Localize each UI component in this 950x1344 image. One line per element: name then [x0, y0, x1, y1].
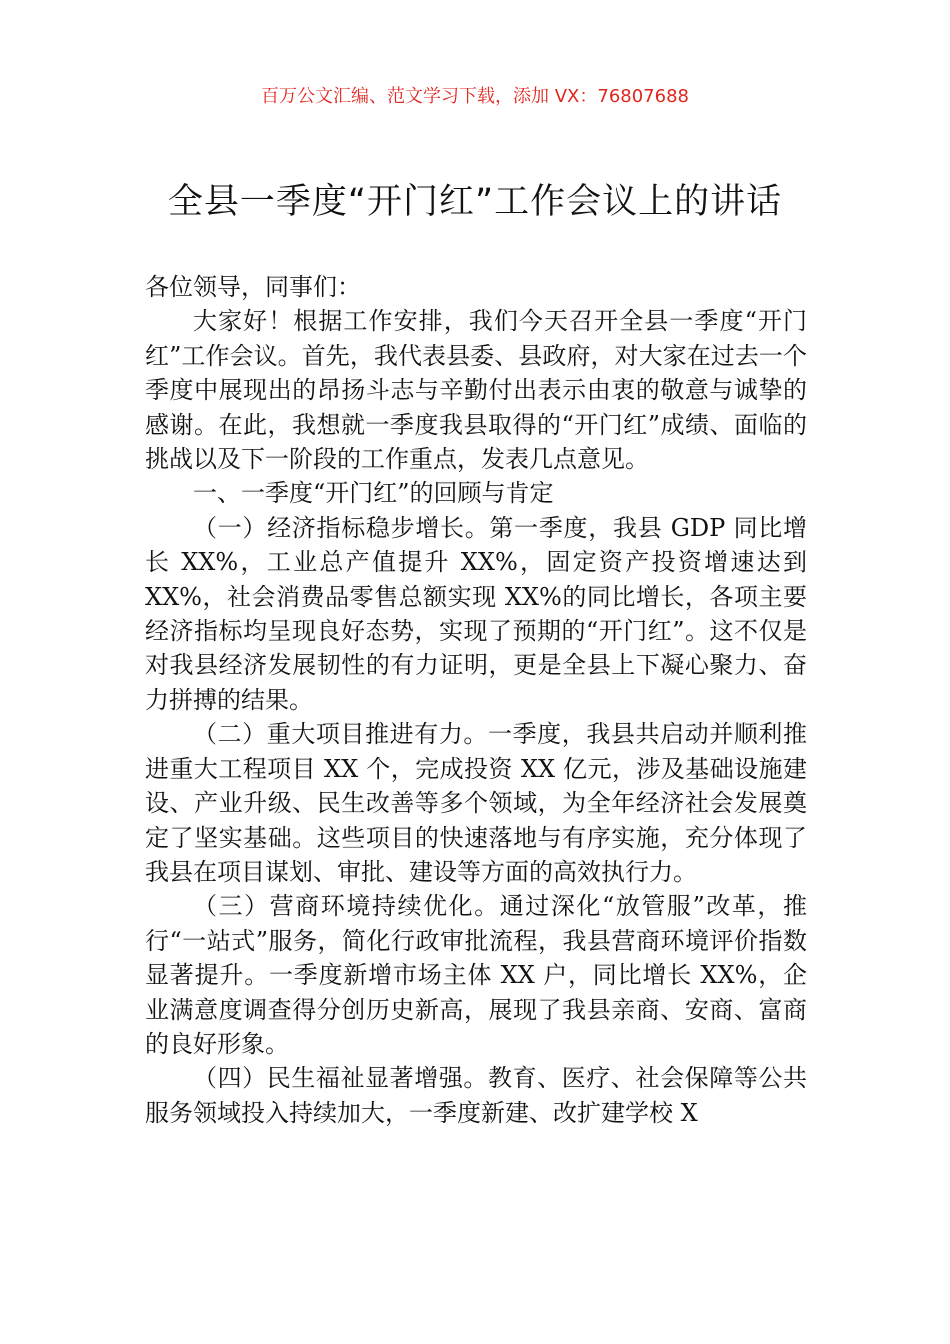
document-title: 全县一季度“开门红”工作会议上的讲话	[167, 182, 783, 222]
paragraph-opening: 大家好！根据工作安排，我们今天召开全县一季度“开门红”工作会议。首先，我代表县委、县政府，对大家在过去一个季度中展现出的昂扬斗志与辛勤付出表示由衷的敬意与诚挚的感谢。在此，我想就一季度我县取得的“开门红”成绩、面临的挑战以及下一阶段的工作重点，发表几点意见。	[145, 307, 807, 474]
header-promo-note: 百万公文汇编、范文学习下载，添加 VX：76807688	[261, 86, 689, 107]
document-body	[145, 270, 807, 1130]
salutation: 各位领导，同事们：	[145, 273, 361, 301]
section-heading-review: 一、一季度“开门红”的回顾与肯定	[193, 479, 554, 508]
paragraph-livelihood: （四）民生福祉显著增强。教育、医疗、社会保障等公共服务领域投入持续加大，一季度新建、改扩建学校 X	[145, 1064, 807, 1127]
paragraph-projects: （二）重大项目推进有力。一季度，我县共启动并顺利推进重大工程项目 XX 个，完成投资 XX 亿元，涉及基础设施建设、产业升级、民生改善等多个领域，为全年经济社会发展奠定了坚实基础。这些项目的快速落地与有序实施，充分体现了我县在项目谋划、审批、建设等方面的高效执行力。	[145, 720, 807, 886]
paragraph-business-environment: （三）营商环境持续优化。通过深化“放管服”改革，推行“一站式”服务，简化行政审批流程，我县营商环境评价指数显著提升。一季度新增市场主体 XX 户，同比增长 XX%，企业满意度调查得分创历史新高，展现了我县亲商、安商、富商的良好形象。	[145, 892, 807, 1058]
paragraph-economy: （一）经济指标稳步增长。第一季度，我县 GDP 同比增长 XX%，工业总产值提升 XX%，固定资产投资增速达到 XX%，社会消费品零售总额实现 XX%的同比增长，各项主要经济指标均呈现良好态势，实现了预期的“开门红”。这不仅是对我县经济发展韧性的有力证明，更是全县上下凝心聚力、奋力拼搏的结果。	[145, 513, 807, 714]
